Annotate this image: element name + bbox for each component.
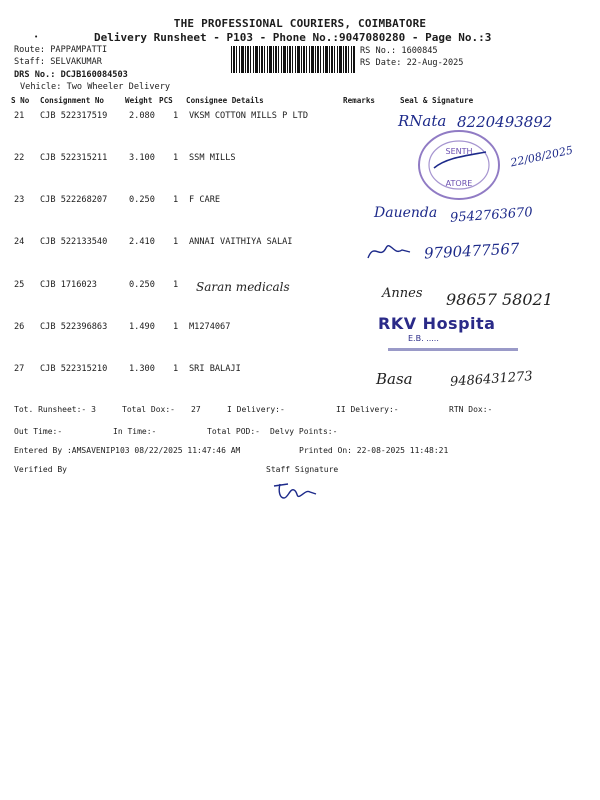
drs-number: DRS No.: DCJB160084503 bbox=[14, 70, 128, 80]
hand-sig-25: Annes bbox=[382, 286, 423, 301]
col-seal-signature: Seal & Signature bbox=[400, 96, 474, 105]
hospital-stamp: RKV Hospita bbox=[378, 314, 496, 333]
company-title: THE PROFESSIONAL COURIERS, COIMBATORE bbox=[173, 17, 427, 30]
printed-on: Printed On: 22-08-2025 11:48:21 bbox=[299, 446, 449, 455]
hospital-stamp-line bbox=[388, 348, 518, 351]
row-consignee: SSM MILLS bbox=[189, 153, 236, 163]
col-pcs: PCS bbox=[159, 96, 173, 105]
row-consignee: VKSM COTTON MILLS P LTD bbox=[189, 111, 308, 121]
mark-dot: • bbox=[34, 33, 39, 41]
row-weight: 0.250 bbox=[129, 280, 155, 290]
hand-phone-25: 98657 58021 bbox=[446, 290, 553, 309]
row-weight: 2.410 bbox=[129, 237, 155, 247]
row-consignment: CJB 522315210 bbox=[40, 364, 108, 374]
row-sno: 21 bbox=[14, 111, 25, 121]
row-weight: 0.250 bbox=[129, 195, 155, 205]
row-pcs: 1 bbox=[173, 195, 179, 205]
row-pcs: 1 bbox=[173, 280, 179, 290]
row-sno: 23 bbox=[14, 195, 25, 205]
hand-sig-24 bbox=[364, 238, 414, 264]
stamp-bottom-text: ATORE bbox=[445, 179, 473, 188]
row-consignment: CJB 522315211 bbox=[40, 153, 108, 163]
col-consignee: Consignee Details bbox=[186, 96, 264, 105]
hand-name-23: Dauenda bbox=[374, 205, 438, 221]
hand-phone-21: 8220493892 bbox=[457, 113, 553, 131]
rs-date: RS Date: 22-Aug-2025 bbox=[360, 58, 464, 68]
hand-phone-23: 9542763670 bbox=[449, 205, 534, 226]
verified-by: Verified By bbox=[14, 465, 67, 474]
entered-by: Entered By :AMSAVENIP103 08/22/2025 11:47:46 AM bbox=[14, 446, 241, 455]
barcode bbox=[231, 46, 355, 73]
row-pcs: 1 bbox=[173, 237, 179, 247]
row-consignment: CJB 1716023 bbox=[40, 280, 97, 290]
row-sno: 24 bbox=[14, 237, 25, 247]
row-consignee: M1274067 bbox=[189, 322, 231, 332]
hand-consignee-25: Saran medicals bbox=[196, 280, 290, 294]
row-pcs: 1 bbox=[173, 153, 179, 163]
total-dox-label: Total Dox:- bbox=[122, 405, 175, 414]
col-remarks: Remarks bbox=[343, 96, 376, 105]
hand-sig-21: RNata bbox=[398, 112, 447, 130]
row-sno: 25 bbox=[14, 280, 25, 290]
row-sno: 26 bbox=[14, 322, 25, 332]
hand-phone-24: 9790477567 bbox=[423, 239, 520, 263]
row-consignment: CJB 522317519 bbox=[40, 111, 108, 121]
staff-signature bbox=[270, 478, 320, 504]
hand-date-22: 22/08/2025 bbox=[509, 143, 575, 170]
in-time: In Time:- bbox=[113, 427, 157, 436]
row-sno: 22 bbox=[14, 153, 25, 163]
col-weight: Weight bbox=[125, 96, 153, 105]
row-consignee: F CARE bbox=[189, 195, 221, 205]
total-dox-value: 27 bbox=[191, 405, 201, 414]
total-pod: Total POD:- bbox=[207, 427, 260, 436]
route: Route: PAPPAMPATTI bbox=[14, 45, 108, 55]
row-sno: 27 bbox=[14, 364, 25, 374]
row-consignee: SRI BALAJI bbox=[189, 364, 241, 374]
vehicle: Vehicle: Two Wheeler Delivery bbox=[20, 82, 171, 92]
rtn-dox: RTN Dox:- bbox=[449, 405, 493, 414]
out-time: Out Time:- bbox=[14, 427, 63, 436]
col-sno: S No bbox=[11, 96, 30, 105]
round-stamp bbox=[416, 128, 502, 202]
row-consignment: CJB 522396863 bbox=[40, 322, 108, 332]
hospital-stamp-sub: E.B. ..... bbox=[408, 334, 439, 343]
stamp-top-text: SENTH bbox=[445, 147, 473, 156]
hand-sig-27: Basa bbox=[376, 370, 413, 388]
tot-runsheet: Tot. Runsheet:- 3 bbox=[14, 405, 96, 414]
col-consignment: Consignment No bbox=[40, 96, 105, 105]
row-pcs: 1 bbox=[173, 322, 179, 332]
row-consignment: CJB 522133540 bbox=[40, 237, 108, 247]
row-weight: 1.300 bbox=[129, 364, 155, 374]
i-delivery: I Delivery:- bbox=[227, 405, 285, 414]
hand-phone-27: 9486431273 bbox=[449, 369, 534, 390]
rs-number: RS No.: 1600845 bbox=[360, 46, 438, 56]
row-pcs: 1 bbox=[173, 364, 179, 374]
row-consignment: CJB 522268207 bbox=[40, 195, 108, 205]
staff-signature-label: Staff Signature bbox=[266, 465, 339, 474]
delvy-points: Delvy Points:- bbox=[270, 427, 338, 436]
row-pcs: 1 bbox=[173, 111, 179, 121]
row-weight: 2.080 bbox=[129, 111, 155, 121]
staff: Staff: SELVAKUMAR bbox=[14, 57, 102, 67]
row-weight: 3.100 bbox=[129, 153, 155, 163]
row-weight: 1.490 bbox=[129, 322, 155, 332]
runsheet-title: Delivery Runsheet - P103 - Phone No.:9047080280 - Page No.:3 bbox=[94, 31, 492, 44]
ii-delivery: II Delivery:- bbox=[336, 405, 399, 414]
row-consignee: ANNAI VAITHIYA SALAI bbox=[189, 237, 293, 247]
